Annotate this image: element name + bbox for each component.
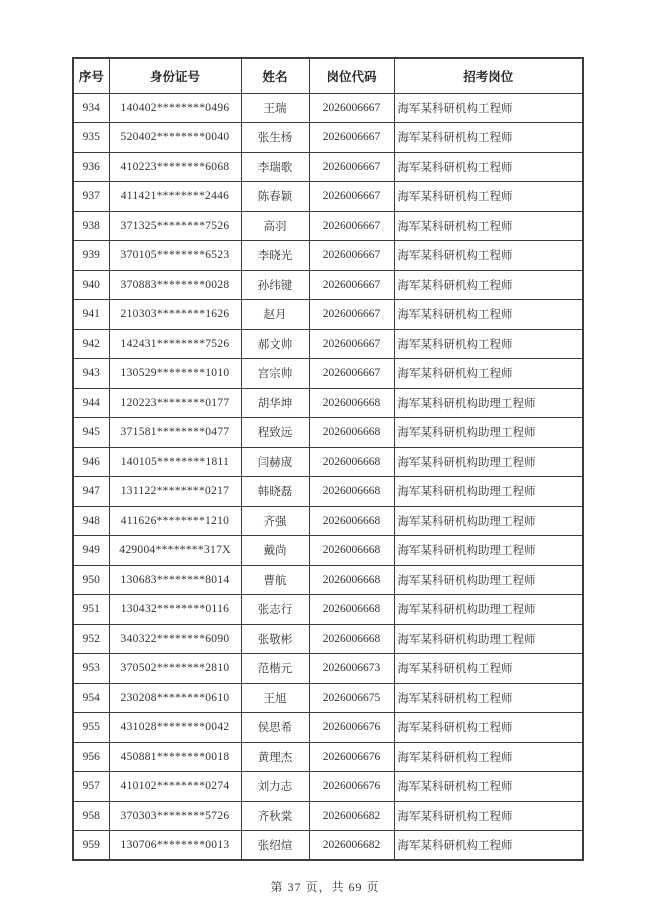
table-row	[73, 359, 583, 389]
cell-id-number: 230208********0610	[109, 683, 241, 713]
table-row	[73, 123, 583, 153]
header-id-number: 身份证号	[109, 58, 241, 93]
cell-position-code: 2026006668	[309, 447, 394, 477]
cell-name: 张生杨	[241, 123, 309, 153]
cell-position-code: 2026006667	[309, 270, 394, 300]
table-row	[73, 565, 583, 595]
cell-id-number: 370883********0028	[109, 270, 241, 300]
cell-position-code: 2026006667	[309, 93, 394, 123]
cell-id-number: 431028********0042	[109, 713, 241, 743]
table-row	[73, 329, 583, 359]
cell-recruit-position: 海军某科研机构助理工程师	[394, 624, 583, 654]
cell-serial-number: 946	[73, 447, 109, 477]
cell-position-code: 2026006673	[309, 654, 394, 684]
cell-recruit-position: 海军某科研机构工程师	[394, 359, 583, 389]
table-row	[73, 211, 583, 241]
cell-recruit-position: 海军某科研机构工程师	[394, 241, 583, 271]
cell-id-number: 120223********0177	[109, 388, 241, 418]
cell-id-number: 370303********5726	[109, 801, 241, 831]
cell-recruit-position: 海军某科研机构工程师	[394, 270, 583, 300]
table-row	[73, 831, 583, 861]
cell-name: 孙纬键	[241, 270, 309, 300]
cell-serial-number: 940	[73, 270, 109, 300]
cell-name: 黄理杰	[241, 742, 309, 772]
cell-position-code: 2026006667	[309, 300, 394, 330]
cell-id-number: 370105********6523	[109, 241, 241, 271]
cell-position-code: 2026006668	[309, 477, 394, 507]
cell-serial-number: 937	[73, 182, 109, 212]
cell-position-code: 2026006667	[309, 152, 394, 182]
cell-serial-number: 936	[73, 152, 109, 182]
cell-id-number: 370502********2810	[109, 654, 241, 684]
cell-position-code: 2026006668	[309, 565, 394, 595]
cell-recruit-position: 海军某科研机构助理工程师	[394, 536, 583, 566]
cell-id-number: 131122********0217	[109, 477, 241, 507]
cell-position-code: 2026006676	[309, 742, 394, 772]
table-row	[73, 182, 583, 212]
cell-position-code: 2026006675	[309, 683, 394, 713]
cell-position-code: 2026006667	[309, 211, 394, 241]
table-row	[73, 683, 583, 713]
cell-recruit-position: 海军某科研机构助理工程师	[394, 477, 583, 507]
cell-serial-number: 941	[73, 300, 109, 330]
cell-recruit-position: 海军某科研机构助理工程师	[394, 388, 583, 418]
cell-recruit-position: 海军某科研机构工程师	[394, 713, 583, 743]
cell-name: 张敬彬	[241, 624, 309, 654]
table-row	[73, 447, 583, 477]
cell-id-number: 130683********8014	[109, 565, 241, 595]
cell-name: 程致远	[241, 418, 309, 448]
cell-id-number: 210303********1626	[109, 300, 241, 330]
cell-serial-number: 955	[73, 713, 109, 743]
table-row	[73, 742, 583, 772]
table-row	[73, 654, 583, 684]
cell-position-code: 2026006668	[309, 388, 394, 418]
cell-recruit-position: 海军某科研机构工程师	[394, 329, 583, 359]
cell-name: 赵月	[241, 300, 309, 330]
cell-recruit-position: 海军某科研机构工程师	[394, 300, 583, 330]
cell-id-number: 142431********7526	[109, 329, 241, 359]
table-row	[73, 270, 583, 300]
table-row	[73, 477, 583, 507]
cell-serial-number: 950	[73, 565, 109, 595]
cell-position-code: 2026006667	[309, 359, 394, 389]
table-row	[73, 152, 583, 182]
cell-recruit-position: 海军某科研机构助理工程师	[394, 565, 583, 595]
table-row	[73, 506, 583, 536]
cell-name: 陈春颖	[241, 182, 309, 212]
cell-id-number: 429004********317X	[109, 536, 241, 566]
cell-name: 李晓光	[241, 241, 309, 271]
cell-id-number: 410102********0274	[109, 772, 241, 802]
cell-name: 刘力志	[241, 772, 309, 802]
cell-position-code: 2026006676	[309, 772, 394, 802]
cell-position-code: 2026006667	[309, 182, 394, 212]
cell-serial-number: 947	[73, 477, 109, 507]
cell-id-number: 371325********7526	[109, 211, 241, 241]
cell-position-code: 2026006682	[309, 831, 394, 861]
cell-id-number: 411626********1210	[109, 506, 241, 536]
cell-name: 李瑞歌	[241, 152, 309, 182]
header-serial-number: 序号	[73, 58, 109, 93]
cell-recruit-position: 海军某科研机构工程师	[394, 152, 583, 182]
cell-name: 张志行	[241, 595, 309, 625]
cell-id-number: 140402********0496	[109, 93, 241, 123]
cell-id-number: 130432********0116	[109, 595, 241, 625]
cell-recruit-position: 海军某科研机构工程师	[394, 654, 583, 684]
cell-id-number: 140105********1811	[109, 447, 241, 477]
cell-id-number: 411421********2446	[109, 182, 241, 212]
cell-id-number: 340322********6090	[109, 624, 241, 654]
cell-name: 韩晓磊	[241, 477, 309, 507]
cell-name: 郝文帅	[241, 329, 309, 359]
cell-serial-number: 949	[73, 536, 109, 566]
cell-name: 戴尚	[241, 536, 309, 566]
cell-name: 齐秋棠	[241, 801, 309, 831]
cell-name: 范楷元	[241, 654, 309, 684]
cell-recruit-position: 海军某科研机构工程师	[394, 93, 583, 123]
cell-serial-number: 943	[73, 359, 109, 389]
cell-serial-number: 942	[73, 329, 109, 359]
cell-serial-number: 939	[73, 241, 109, 271]
cell-recruit-position: 海军某科研机构工程师	[394, 211, 583, 241]
cell-name: 闫赫宬	[241, 447, 309, 477]
cell-position-code: 2026006668	[309, 624, 394, 654]
table-row	[73, 93, 583, 123]
cell-serial-number: 945	[73, 418, 109, 448]
cell-position-code: 2026006667	[309, 329, 394, 359]
cell-name: 王瑞	[241, 93, 309, 123]
table-row	[73, 388, 583, 418]
cell-serial-number: 959	[73, 831, 109, 861]
cell-recruit-position: 海军某科研机构工程师	[394, 772, 583, 802]
cell-recruit-position: 海军某科研机构工程师	[394, 123, 583, 153]
cell-serial-number: 953	[73, 654, 109, 684]
table-row	[73, 536, 583, 566]
cell-id-number: 410223********6068	[109, 152, 241, 182]
cell-name: 张绍煊	[241, 831, 309, 861]
cell-recruit-position: 海军某科研机构助理工程师	[394, 506, 583, 536]
cell-recruit-position: 海军某科研机构工程师	[394, 801, 583, 831]
cell-position-code: 2026006668	[309, 418, 394, 448]
cell-name: 胡华坤	[241, 388, 309, 418]
cell-recruit-position: 海军某科研机构助理工程师	[394, 418, 583, 448]
table-row	[73, 713, 583, 743]
cell-serial-number: 938	[73, 211, 109, 241]
cell-name: 曹航	[241, 565, 309, 595]
cell-recruit-position: 海军某科研机构工程师	[394, 831, 583, 861]
cell-id-number: 520402********0040	[109, 123, 241, 153]
table-row	[73, 300, 583, 330]
cell-name: 宫宗帅	[241, 359, 309, 389]
cell-position-code: 2026006667	[309, 241, 394, 271]
cell-recruit-position: 海军某科研机构助理工程师	[394, 447, 583, 477]
cell-id-number: 371581********0477	[109, 418, 241, 448]
cell-serial-number: 958	[73, 801, 109, 831]
header-recruit-position: 招考岗位	[394, 58, 583, 93]
recruitment-roster-table	[72, 57, 584, 861]
cell-position-code: 2026006676	[309, 713, 394, 743]
cell-recruit-position: 海军某科研机构工程师	[394, 742, 583, 772]
table-row	[73, 624, 583, 654]
cell-recruit-position: 海军某科研机构工程师	[394, 683, 583, 713]
cell-position-code: 2026006668	[309, 595, 394, 625]
cell-position-code: 2026006668	[309, 536, 394, 566]
table-row	[73, 772, 583, 802]
cell-name: 齐强	[241, 506, 309, 536]
cell-serial-number: 951	[73, 595, 109, 625]
header-name: 姓名	[241, 58, 309, 93]
cell-recruit-position: 海军某科研机构工程师	[394, 182, 583, 212]
table-row	[73, 595, 583, 625]
cell-recruit-position: 海军某科研机构助理工程师	[394, 595, 583, 625]
table-row	[73, 801, 583, 831]
cell-serial-number: 948	[73, 506, 109, 536]
cell-name: 侯思希	[241, 713, 309, 743]
header-position-code: 岗位代码	[309, 58, 394, 93]
cell-serial-number: 954	[73, 683, 109, 713]
cell-serial-number: 952	[73, 624, 109, 654]
cell-position-code: 2026006682	[309, 801, 394, 831]
cell-id-number: 130529********1010	[109, 359, 241, 389]
cell-position-code: 2026006668	[309, 506, 394, 536]
cell-id-number: 450881********0018	[109, 742, 241, 772]
table-row	[73, 418, 583, 448]
cell-serial-number: 957	[73, 772, 109, 802]
cell-name: 王旭	[241, 683, 309, 713]
table-header-row	[73, 58, 583, 93]
cell-serial-number: 934	[73, 93, 109, 123]
cell-serial-number: 956	[73, 742, 109, 772]
page-number-indicator: 第 37 页，共 69 页	[270, 880, 380, 894]
cell-serial-number: 935	[73, 123, 109, 153]
cell-id-number: 130706********0013	[109, 831, 241, 861]
cell-position-code: 2026006667	[309, 123, 394, 153]
table-row	[73, 241, 583, 271]
cell-serial-number: 944	[73, 388, 109, 418]
cell-name: 高羽	[241, 211, 309, 241]
